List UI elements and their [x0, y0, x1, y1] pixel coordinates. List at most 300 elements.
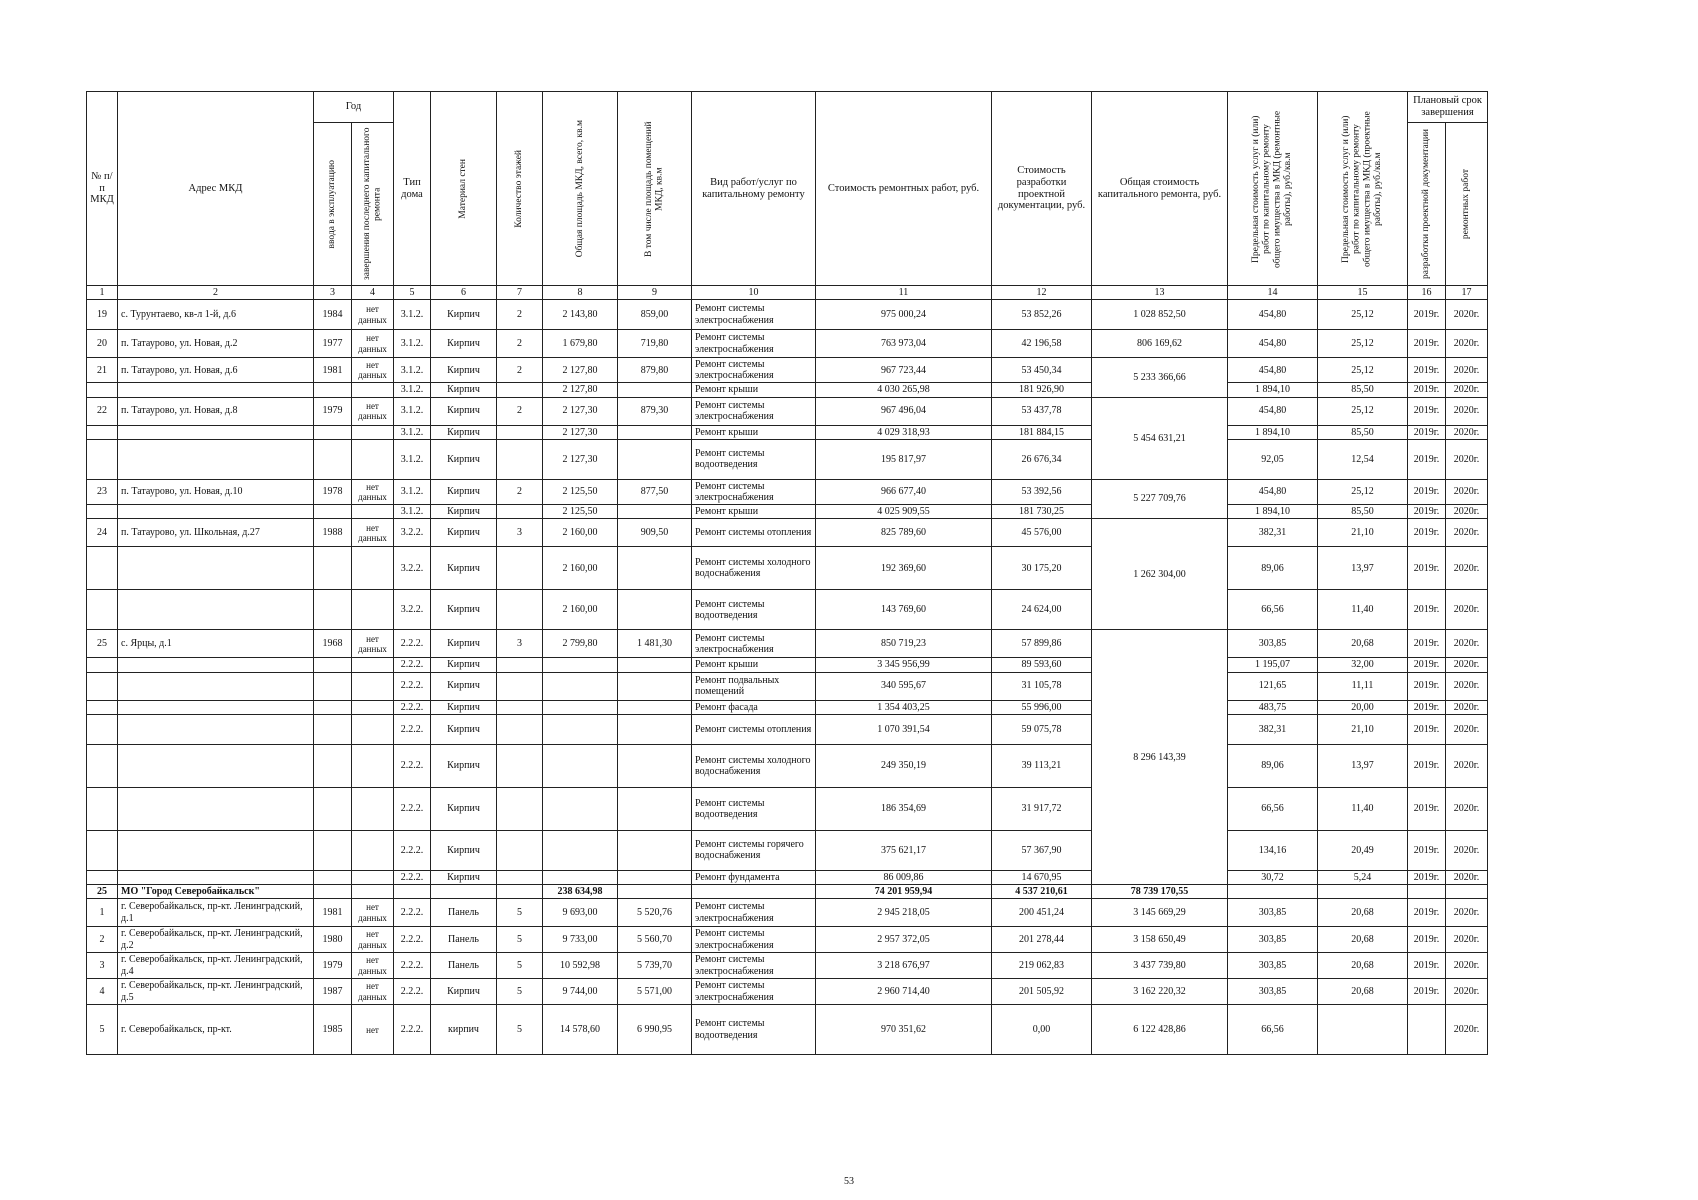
cell-design-cost: 0,00 — [992, 1005, 1092, 1055]
col-num: 16 — [1408, 286, 1446, 300]
hdr-house-type: Тип дома — [394, 92, 431, 286]
table-row — [87, 658, 1488, 672]
cell-design-cost: 219 062,83 — [992, 953, 1092, 979]
cell-work-type: Ремонт системы электроснабжения — [692, 630, 816, 658]
cell-year-commissioned: 1984 — [314, 300, 352, 330]
table-row — [87, 519, 1488, 547]
cell-work-type: Ремонт системы электроснабжения — [692, 358, 816, 383]
cell-work-type: Ремонт системы водоотведения — [692, 787, 816, 830]
cell-work-type: Ремонт системы электроснабжения — [692, 953, 816, 979]
cell-work-type: Ремонт системы электроснабжения — [692, 479, 816, 504]
cell-max-design-cost: 25,12 — [1318, 479, 1408, 504]
cell-design-cost: 53 437,78 — [992, 397, 1092, 425]
cell-premises-area — [618, 830, 692, 870]
cell-max-work-cost: 382,31 — [1228, 714, 1318, 744]
cell-work-type: Ремонт крыши — [692, 383, 816, 397]
cell-wall-material: Кирпич — [431, 397, 497, 425]
cell-row-number: 20 — [87, 330, 118, 358]
cell-max-design-cost — [1318, 1005, 1408, 1055]
cell-house-type: 2.2.2. — [394, 787, 431, 830]
cell-year-last-repair: нет данных — [352, 300, 394, 330]
cell-floors — [497, 884, 543, 898]
table-body — [87, 300, 1488, 1055]
cell-floors — [497, 830, 543, 870]
cell-house-type: 3.2.2. — [394, 519, 431, 547]
cell-deadline-repair: 2020г. — [1446, 479, 1488, 504]
cell-max-design-cost: 20,68 — [1318, 953, 1408, 979]
hdr-year: Год — [314, 92, 394, 123]
cell-address — [118, 787, 314, 830]
column-numbers-row — [87, 286, 1488, 300]
table-row — [87, 358, 1488, 383]
hdr-design-cost: Стоимость разработки проектной документации, руб. — [992, 92, 1092, 286]
cell-deadline-repair: 2020г. — [1446, 1005, 1488, 1055]
cell-work-cost: 850 719,23 — [816, 630, 992, 658]
cell-address: г. Северобайкальск, пр-кт. Ленинградский, д.1 — [118, 899, 314, 927]
cell-address: с. Ярцы, д.1 — [118, 630, 314, 658]
cell-wall-material: кирпич — [431, 1005, 497, 1055]
cell-design-cost: 181 926,90 — [992, 383, 1092, 397]
cell-design-cost: 31 105,78 — [992, 672, 1092, 700]
cell-wall-material: Кирпич — [431, 658, 497, 672]
cell-deadline-design: 2019г. — [1408, 672, 1446, 700]
table-row — [87, 383, 1488, 397]
cell-address — [118, 547, 314, 590]
cell-work-type: Ремонт фундамента — [692, 870, 816, 884]
cell-design-cost: 24 624,00 — [992, 590, 1092, 630]
cell-work-type: Ремонт подвальных помещений — [692, 672, 816, 700]
cell-year-last-repair — [352, 672, 394, 700]
cell-work-cost: 3 345 956,99 — [816, 658, 992, 672]
cell-house-type: 2.2.2. — [394, 1005, 431, 1055]
cell-deadline-repair: 2020г. — [1446, 383, 1488, 397]
cell-design-cost: 181 730,25 — [992, 505, 1092, 519]
cell-address: п. Татаурово, ул. Новая, д.6 — [118, 358, 314, 383]
cell-floors — [497, 383, 543, 397]
cell-deadline-repair: 2020г. — [1446, 744, 1488, 787]
cell-premises-area — [618, 658, 692, 672]
cell-deadline-design: 2019г. — [1408, 479, 1446, 504]
cell-deadline-design — [1408, 1005, 1446, 1055]
cell-row-number — [87, 787, 118, 830]
cell-deadline-repair: 2020г. — [1446, 397, 1488, 425]
table-row — [87, 787, 1488, 830]
cell-max-work-cost: 483,75 — [1228, 700, 1318, 714]
cell-total-cost: 5 454 631,21 — [1092, 397, 1228, 479]
cell-total-area: 2 127,30 — [543, 397, 618, 425]
cell-premises-area: 5 571,00 — [618, 979, 692, 1005]
cell-work-cost: 2 960 714,40 — [816, 979, 992, 1005]
cell-max-work-cost: 454,80 — [1228, 397, 1318, 425]
cell-deadline-design: 2019г. — [1408, 953, 1446, 979]
cell-max-work-cost: 134,16 — [1228, 830, 1318, 870]
cell-work-type: Ремонт крыши — [692, 425, 816, 439]
cell-premises-area — [618, 700, 692, 714]
cell-floors: 5 — [497, 979, 543, 1005]
cell-max-work-cost: 454,80 — [1228, 479, 1318, 504]
cell-total-area: 2 160,00 — [543, 590, 618, 630]
cell-row-number — [87, 830, 118, 870]
cell-design-cost: 53 852,26 — [992, 300, 1092, 330]
cell-year-last-repair: нет данных — [352, 397, 394, 425]
cell-house-type: 2.2.2. — [394, 700, 431, 714]
cell-work-cost: 1 070 391,54 — [816, 714, 992, 744]
cell-deadline-repair: 2020г. — [1446, 358, 1488, 383]
col-num: 13 — [1092, 286, 1228, 300]
cell-year-commissioned: 1979 — [314, 397, 352, 425]
cell-work-type: Ремонт системы горячего водоснабжения — [692, 830, 816, 870]
cell-house-type: 3.1.2. — [394, 358, 431, 383]
cell-floors: 5 — [497, 953, 543, 979]
cell-wall-material: Кирпич — [431, 330, 497, 358]
col-num: 12 — [992, 286, 1092, 300]
cell-work-type: Ремонт системы отопления — [692, 714, 816, 744]
cell-premises-area — [618, 383, 692, 397]
cell-address — [118, 383, 314, 397]
cell-work-cost: 249 350,19 — [816, 744, 992, 787]
cell-deadline-repair: 2020г. — [1446, 630, 1488, 658]
cell-max-design-cost: 21,10 — [1318, 714, 1408, 744]
hdr-year-commissioned: ввода в эксплуатацию — [327, 159, 338, 249]
cell-row-number — [87, 547, 118, 590]
cell-work-cost: 186 354,69 — [816, 787, 992, 830]
cell-total-area: 14 578,60 — [543, 1005, 618, 1055]
cell-house-type: 2.2.2. — [394, 672, 431, 700]
cell-deadline-design: 2019г. — [1408, 870, 1446, 884]
cell-total-area: 2 143,80 — [543, 300, 618, 330]
cell-max-work-cost: 1 894,10 — [1228, 383, 1318, 397]
cell-work-cost: 967 496,04 — [816, 397, 992, 425]
cell-premises-area: 879,80 — [618, 358, 692, 383]
cell-floors: 2 — [497, 330, 543, 358]
cell-year-last-repair — [352, 884, 394, 898]
cell-work-cost: 4 025 909,55 — [816, 505, 992, 519]
cell-year-commissioned: 1968 — [314, 630, 352, 658]
cell-max-design-cost: 20,68 — [1318, 899, 1408, 927]
cell-max-design-cost: 20,00 — [1318, 700, 1408, 714]
hdr-plan-deadline: Плановый срок завершения — [1408, 92, 1488, 123]
cell-total-cost: 3 158 650,49 — [1092, 927, 1228, 953]
cell-work-type: Ремонт крыши — [692, 658, 816, 672]
cell-total-area: 238 634,98 — [543, 884, 618, 898]
table-row — [87, 927, 1488, 953]
cell-max-design-cost: 85,50 — [1318, 425, 1408, 439]
cell-max-design-cost: 20,68 — [1318, 630, 1408, 658]
cell-wall-material: Кирпич — [431, 830, 497, 870]
table-row — [87, 439, 1488, 479]
cell-total-cost: 8 296 143,39 — [1092, 630, 1228, 885]
cell-max-work-cost: 1 894,10 — [1228, 425, 1318, 439]
cell-wall-material: Кирпич — [431, 787, 497, 830]
cell-deadline-design: 2019г. — [1408, 899, 1446, 927]
table-row — [87, 714, 1488, 744]
cell-max-work-cost: 66,56 — [1228, 1005, 1318, 1055]
cell-total-area: 2 127,80 — [543, 383, 618, 397]
cell-year-last-repair — [352, 787, 394, 830]
cell-premises-area — [618, 547, 692, 590]
cell-house-type: 2.2.2. — [394, 744, 431, 787]
cell-year-commissioned — [314, 787, 352, 830]
cell-premises-area: 909,50 — [618, 519, 692, 547]
cell-total-area: 2 127,30 — [543, 425, 618, 439]
cell-work-cost: 86 009,86 — [816, 870, 992, 884]
cell-address: г. Северобайкальск, пр-кт. Ленинградский, д.2 — [118, 927, 314, 953]
cell-year-last-repair — [352, 505, 394, 519]
cell-deadline-repair: 2020г. — [1446, 300, 1488, 330]
cell-deadline-repair: 2020г. — [1446, 425, 1488, 439]
table-row — [87, 479, 1488, 504]
table-row — [87, 700, 1488, 714]
cell-deadline-design: 2019г. — [1408, 505, 1446, 519]
cell-house-type — [394, 884, 431, 898]
cell-work-type: Ремонт системы холодного водоснабжения — [692, 547, 816, 590]
cell-total-area: 9 744,00 — [543, 979, 618, 1005]
cell-house-type: 2.2.2. — [394, 630, 431, 658]
cell-row-number — [87, 658, 118, 672]
cell-total-area: 2 125,50 — [543, 505, 618, 519]
cell-premises-area — [618, 787, 692, 830]
cell-work-type: Ремонт крыши — [692, 505, 816, 519]
col-num: 2 — [118, 286, 314, 300]
cell-max-work-cost: 454,80 — [1228, 358, 1318, 383]
cell-floors — [497, 672, 543, 700]
cell-year-commissioned — [314, 658, 352, 672]
cell-design-cost: 4 537 210,61 — [992, 884, 1092, 898]
cell-year-last-repair: нет — [352, 1005, 394, 1055]
cell-max-design-cost: 20,68 — [1318, 927, 1408, 953]
cell-max-design-cost: 20,68 — [1318, 979, 1408, 1005]
table-row — [87, 505, 1488, 519]
cell-year-last-repair — [352, 700, 394, 714]
cell-year-last-repair — [352, 439, 394, 479]
cell-address: г. Северобайкальск, пр-кт. Ленинградский, д.4 — [118, 953, 314, 979]
cell-deadline-design: 2019г. — [1408, 330, 1446, 358]
cell-wall-material — [431, 884, 497, 898]
cell-work-type: Ремонт системы электроснабжения — [692, 899, 816, 927]
cell-total-cost: 3 437 739,80 — [1092, 953, 1228, 979]
cell-max-design-cost: 20,49 — [1318, 830, 1408, 870]
cell-year-last-repair: нет данных — [352, 899, 394, 927]
cell-wall-material: Кирпич — [431, 505, 497, 519]
cell-year-commissioned: 1980 — [314, 927, 352, 953]
cell-wall-material: Кирпич — [431, 870, 497, 884]
cell-max-work-cost: 454,80 — [1228, 330, 1318, 358]
cell-max-design-cost: 21,10 — [1318, 519, 1408, 547]
cell-house-type: 3.1.2. — [394, 425, 431, 439]
cell-row-number: 23 — [87, 479, 118, 504]
table-row — [87, 979, 1488, 1005]
cell-floors: 5 — [497, 899, 543, 927]
table-row — [87, 672, 1488, 700]
hdr-max-work-cost: Предельная стоимость услуг и (или) работ по капитальному ремонту общего имущества в МКД (ремонтные работы), руб./кв.м — [1251, 109, 1294, 268]
cell-address: с. Турунтаево, кв-л 1-й, д.6 — [118, 300, 314, 330]
cell-row-number: 2 — [87, 927, 118, 953]
cell-row-number: 19 — [87, 300, 118, 330]
cell-floors: 2 — [497, 300, 543, 330]
cell-total-area: 2 127,30 — [543, 439, 618, 479]
cell-max-work-cost: 454,80 — [1228, 300, 1318, 330]
cell-premises-area — [618, 870, 692, 884]
cell-total-area: 9 733,00 — [543, 927, 618, 953]
cell-address — [118, 830, 314, 870]
cell-deadline-design — [1408, 884, 1446, 898]
hdr-address: Адрес МКД — [118, 92, 314, 286]
cell-max-work-cost: 89,06 — [1228, 547, 1318, 590]
cell-design-cost: 57 367,90 — [992, 830, 1092, 870]
cell-address — [118, 590, 314, 630]
cell-wall-material: Кирпич — [431, 300, 497, 330]
cell-deadline-repair: 2020г. — [1446, 330, 1488, 358]
cell-house-type: 3.1.2. — [394, 397, 431, 425]
cell-year-last-repair: нет данных — [352, 479, 394, 504]
cell-floors — [497, 870, 543, 884]
cell-year-commissioned: 1985 — [314, 1005, 352, 1055]
cell-wall-material: Панель — [431, 927, 497, 953]
cell-total-area — [543, 672, 618, 700]
cell-deadline-design: 2019г. — [1408, 439, 1446, 479]
cell-premises-area — [618, 884, 692, 898]
cell-house-type: 2.2.2. — [394, 899, 431, 927]
cell-max-work-cost: 382,31 — [1228, 519, 1318, 547]
cell-floors: 5 — [497, 927, 543, 953]
cell-row-number: 22 — [87, 397, 118, 425]
cell-work-type: Ремонт системы водоотведения — [692, 590, 816, 630]
cell-row-number — [87, 383, 118, 397]
cell-year-commissioned: 1977 — [314, 330, 352, 358]
cell-design-cost: 89 593,60 — [992, 658, 1092, 672]
cell-work-type — [692, 884, 816, 898]
cell-house-type: 2.2.2. — [394, 870, 431, 884]
cell-deadline-repair: 2020г. — [1446, 830, 1488, 870]
cell-deadline-design: 2019г. — [1408, 547, 1446, 590]
cell-floors — [497, 744, 543, 787]
cell-floors: 2 — [497, 358, 543, 383]
cell-premises-area: 6 990,95 — [618, 1005, 692, 1055]
cell-total-area: 9 693,00 — [543, 899, 618, 927]
cell-house-type: 2.2.2. — [394, 927, 431, 953]
cell-floors: 3 — [497, 519, 543, 547]
cell-total-area: 2 799,80 — [543, 630, 618, 658]
page-number: 53 — [844, 1176, 854, 1187]
cell-premises-area: 1 481,30 — [618, 630, 692, 658]
cell-work-cost: 966 677,40 — [816, 479, 992, 504]
cell-premises-area — [618, 505, 692, 519]
hdr-deadline-repair: ремонтных работ — [1461, 168, 1472, 240]
cell-row-number — [87, 870, 118, 884]
cell-max-work-cost: 121,65 — [1228, 672, 1318, 700]
cell-wall-material: Кирпич — [431, 630, 497, 658]
cell-address — [118, 744, 314, 787]
cell-total-area: 2 125,50 — [543, 479, 618, 504]
cell-year-commissioned — [314, 672, 352, 700]
cell-premises-area — [618, 425, 692, 439]
cell-year-commissioned — [314, 590, 352, 630]
table-row — [87, 899, 1488, 927]
cell-year-commissioned: 1979 — [314, 953, 352, 979]
col-num: 8 — [543, 286, 618, 300]
cell-year-last-repair: нет данных — [352, 927, 394, 953]
cell-total-area — [543, 830, 618, 870]
cell-work-type: Ремонт фасада — [692, 700, 816, 714]
cell-premises-area: 5 520,76 — [618, 899, 692, 927]
cell-work-cost: 2 957 372,05 — [816, 927, 992, 953]
cell-year-last-repair — [352, 744, 394, 787]
cell-wall-material: Кирпич — [431, 519, 497, 547]
cell-floors — [497, 700, 543, 714]
cell-floors — [497, 787, 543, 830]
cell-max-work-cost: 30,72 — [1228, 870, 1318, 884]
cell-total-area: 2 160,00 — [543, 547, 618, 590]
cell-total-cost: 3 162 220,32 — [1092, 979, 1228, 1005]
cell-deadline-repair: 2020г. — [1446, 505, 1488, 519]
cell-premises-area — [618, 439, 692, 479]
cell-year-last-repair — [352, 714, 394, 744]
cell-address — [118, 672, 314, 700]
cell-house-type: 3.1.2. — [394, 383, 431, 397]
cell-wall-material: Кирпич — [431, 672, 497, 700]
col-num: 7 — [497, 286, 543, 300]
table-row — [87, 547, 1488, 590]
cell-floors — [497, 547, 543, 590]
cell-total-cost: 5 227 709,76 — [1092, 479, 1228, 519]
cell-total-area: 2 127,80 — [543, 358, 618, 383]
cell-premises-area: 879,30 — [618, 397, 692, 425]
cell-year-commissioned: 1981 — [314, 899, 352, 927]
cell-design-cost: 45 576,00 — [992, 519, 1092, 547]
cell-wall-material: Кирпич — [431, 547, 497, 590]
cell-house-type: 2.2.2. — [394, 953, 431, 979]
cell-address — [118, 870, 314, 884]
cell-work-type: Ремонт системы электроснабжения — [692, 397, 816, 425]
cell-floors — [497, 658, 543, 672]
cell-work-type: Ремонт системы электроснабжения — [692, 979, 816, 1005]
col-num: 9 — [618, 286, 692, 300]
cell-deadline-repair: 2020г. — [1446, 714, 1488, 744]
cell-year-last-repair: нет данных — [352, 330, 394, 358]
cell-design-cost: 200 451,24 — [992, 899, 1092, 927]
cell-floors: 5 — [497, 1005, 543, 1055]
cell-wall-material: Кирпич — [431, 714, 497, 744]
cell-floors — [497, 425, 543, 439]
cell-wall-material: Кирпич — [431, 358, 497, 383]
cell-work-cost: 192 369,60 — [816, 547, 992, 590]
cell-address: п. Татаурово, ул. Новая, д.8 — [118, 397, 314, 425]
cell-wall-material: Кирпич — [431, 744, 497, 787]
cell-deadline-design: 2019г. — [1408, 590, 1446, 630]
cell-max-design-cost: 85,50 — [1318, 383, 1408, 397]
hdr-total-cost: Общая стоимость капитального ремонта, руб. — [1092, 92, 1228, 286]
cell-design-cost: 59 075,78 — [992, 714, 1092, 744]
cell-premises-area — [618, 714, 692, 744]
cell-year-commissioned — [314, 884, 352, 898]
cell-deadline-repair: 2020г. — [1446, 979, 1488, 1005]
cell-deadline-design: 2019г. — [1408, 700, 1446, 714]
cell-year-commissioned: 1988 — [314, 519, 352, 547]
cell-deadline-design: 2019г. — [1408, 927, 1446, 953]
cell-work-type: Ремонт системы холодного водоснабжения — [692, 744, 816, 787]
hdr-premises-area: В том числе площадь помещений МКД, кв.м — [643, 120, 665, 257]
cell-total-area — [543, 700, 618, 714]
cell-year-last-repair — [352, 383, 394, 397]
cell-work-type: Ремонт системы электроснабжения — [692, 927, 816, 953]
cell-house-type: 3.1.2. — [394, 479, 431, 504]
cell-row-number — [87, 439, 118, 479]
cell-max-design-cost: 25,12 — [1318, 330, 1408, 358]
cell-row-number: 24 — [87, 519, 118, 547]
cell-deadline-repair: 2020г. — [1446, 787, 1488, 830]
cell-premises-area: 877,50 — [618, 479, 692, 504]
table-row — [87, 590, 1488, 630]
